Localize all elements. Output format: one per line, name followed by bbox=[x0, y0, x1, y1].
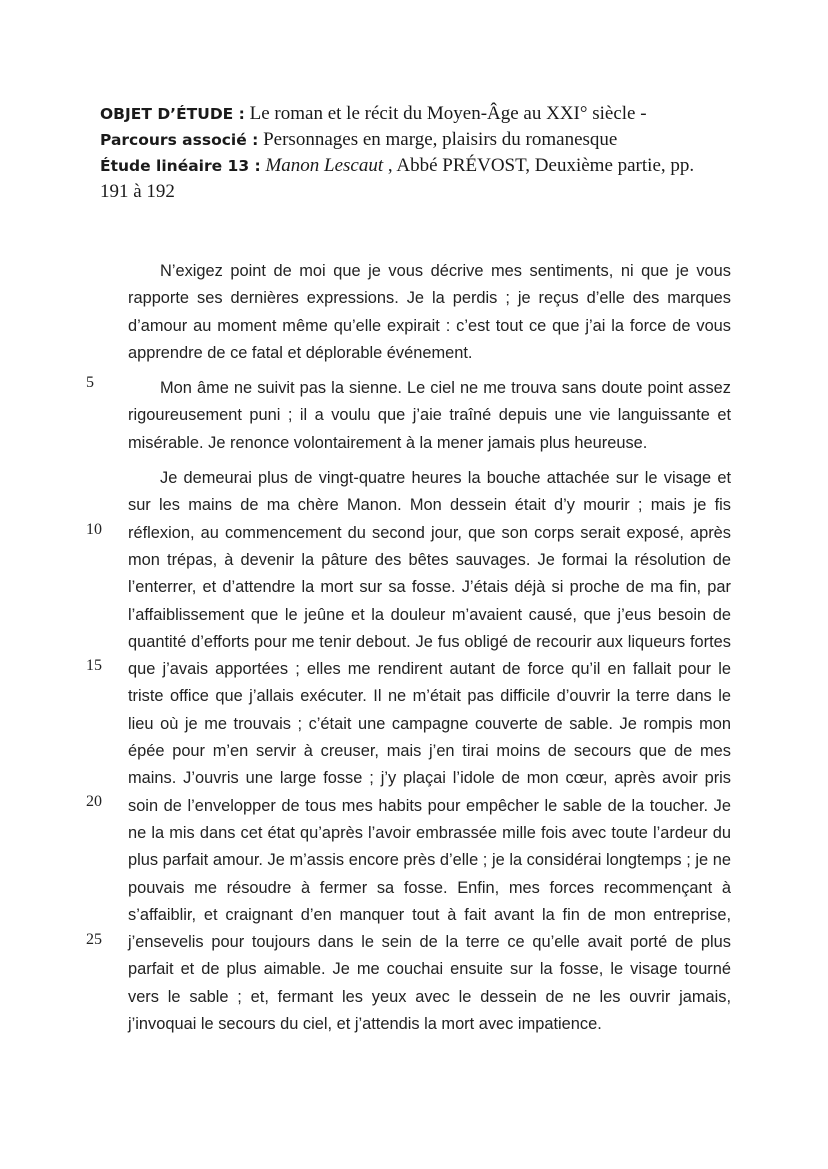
line-number-10: 10 bbox=[86, 521, 102, 538]
parcours-text: Personnages en marge, plaisirs du romanesque bbox=[263, 129, 618, 150]
line-number-25: 25 bbox=[86, 931, 102, 948]
paragraph-3: Je demeurai plus de vingt-quatre heures la bouche attachée sur le visage et sur les mains de ma chère Manon. Mon dessein était d’y mourir ; mais je fis réflexion, au commencement du second jour, que son corps serait exposé, après mon trépas, à devenir la pâture des bêtes sauvages. Je formai la résolution de l’enterrer, et d’attendre la mort sur sa fosse. J’étais déjà si proche de ma fin, par l’affaiblissement que le jeûne et la douleur m’avaient causé, que j’eus besoin de quantité d’efforts pour me tenir debout. Je fus obligé de recourir aux liqueurs fortes que j’avais apportées ; elles me rendirent autant de force qu’il en fallait pour le triste office que j’allais exécuter. Il ne m’était pas difficile d’ouvrir la terre dans le lieu où je me trouvais ; c’était une campagne couverte de sable. Je rompis mon épée pour m’en servir à creuser, mais j’en tirai moins de secours que de mes mains. J’ouvris une large fosse ; j’y plaçai l’idole de mon cœur, après avoir pris soin de l’envelopper de tous mes habits pour empêcher le sable de la toucher. Je ne la mis dans cet état qu’après l’avoir embrassée mille fois avec toute l’ardeur du plus parfait amour. Je m’assis encore près d’elle ; je la considérai longtemps ; je ne pouvais me résoudre à fermer sa fosse. Enfin, mes forces recommençant à s’affaiblir, et craignant d’en manquer tout à fait avant la fin de mon entreprise, j’ensevelis pour toujours dans le sein de la terre ce qu’elle avait porté de plus parfait et de plus aimable. Je me couchai ensuite sur la fosse, le visage tourné vers le sable ; et, fermant les yeux avec le dessein de ne les ouvrir jamais, j’invoquai le secours du ciel, et j’attendis la mort avec impatience. bbox=[128, 469, 731, 1034]
document-header bbox=[100, 101, 740, 205]
line-number-20: 20 bbox=[86, 793, 102, 810]
object-text: Le roman et le récit du Moyen-Âge au XXI° siècle - bbox=[249, 103, 647, 124]
line-number-15: 15 bbox=[86, 657, 102, 674]
parcours-line bbox=[100, 127, 740, 153]
paragraph-2: Mon âme ne suivit pas la sienne. Le ciel ne me trouva sans doute point assez rigoureusement puni ; il a voulu que j’aie traîné depuis une vie languissante et misérable. Je renonce volontairement à la mener jamais plus heureuse. bbox=[128, 379, 731, 452]
paragraph-1: N’exigez point de moi que je vous décrive mes sentiments, ni que je vous rapporte ses dernières expressions. Je la perdis ; je reçus d’elle des marques d’amour au moment même qu’elle expirait : c’est tout ce que j’ai la force de vous apprendre de ce fatal et déplorable événement. bbox=[128, 262, 731, 362]
etude-line bbox=[100, 153, 740, 179]
etude-label: Étude linéaire 13 : bbox=[100, 157, 261, 175]
line-number-5: 5 bbox=[86, 374, 94, 391]
etude-title: Manon Lescaut bbox=[265, 155, 384, 176]
etude-rest: , Abbé PRÉVOST, Deuxième partie, pp. bbox=[383, 155, 695, 176]
parcours-label: Parcours associé : bbox=[100, 131, 259, 149]
object-label: OBJET D’ÉTUDE : bbox=[100, 105, 245, 123]
etude-pages: 191 à 192 bbox=[100, 181, 175, 202]
object-line bbox=[100, 101, 740, 127]
excerpt-text bbox=[128, 258, 731, 1046]
